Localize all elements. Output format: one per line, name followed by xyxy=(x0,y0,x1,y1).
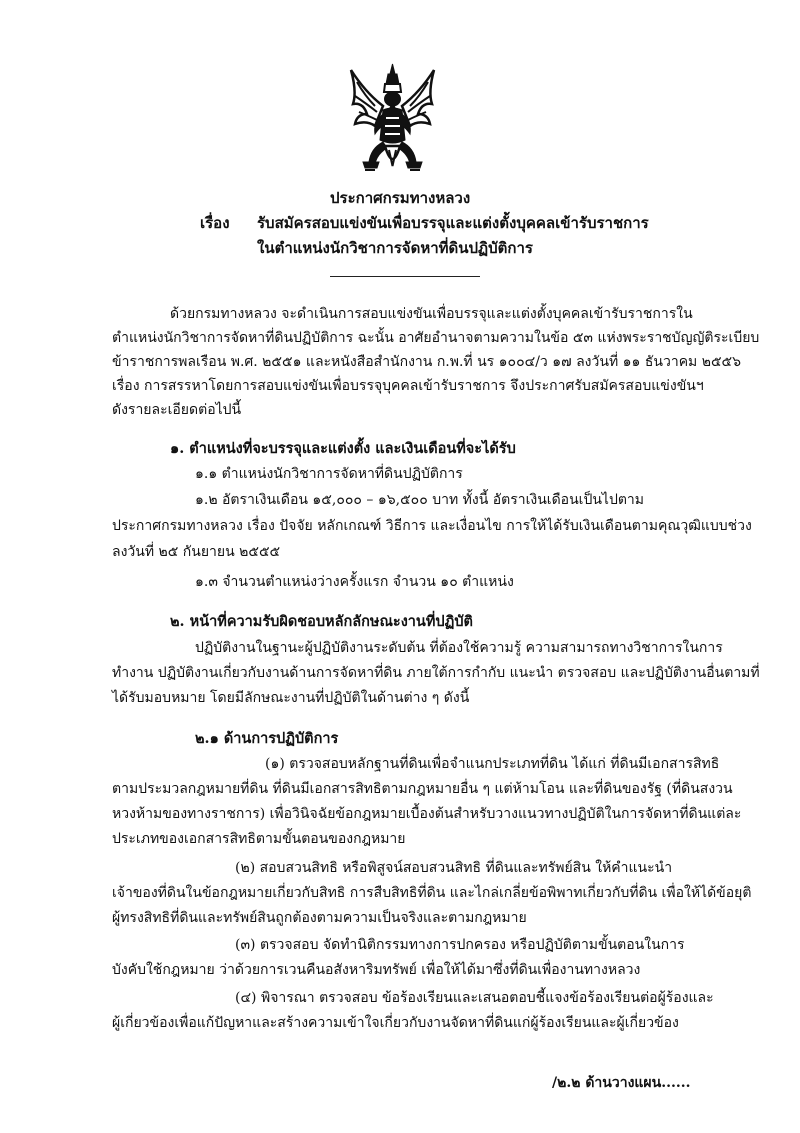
duty-item: ผู้ทรงสิทธิที่ดินและทรัพย์สินถูกต้องตามความเป็นจริงและตามกฎหมาย xyxy=(112,910,527,926)
intro-line: เรื่อง การสรรหาโดยการสอบแข่งขันเพื่อบรรจุบุคคลเข้ารับราชการ จึงประกาศรับสมัครสอบแข่งขันฯ xyxy=(112,378,704,394)
duty-item: ประเภทของเอกสารสิทธิตามขั้นตอนของกฎหมาย xyxy=(112,831,406,847)
intro-line: ตำแหน่งนักวิชาการจัดหาที่ดินปฏิบัติการ ฉะนั้น อาศัยอำนาจตามความในข้อ ๕๓ แห่งพระราชบัญญัติระเบียบ xyxy=(112,330,760,346)
section-2-body: ทำงาน ปฏิบัติงานเกี่ยวกับงานด้านการจัดหาที่ดิน ภายใต้การกำกับ แนะนำ ตรวจสอบ และปฏิบัติงานอื่นตามที่ xyxy=(112,665,760,681)
intro-line: ดังรายละเอียดต่อไปนี้ xyxy=(112,402,242,418)
intro-line: ด้วยกรมทางหลวง จะดำเนินการสอบแข่งขันเพื่อบรรจุและแต่งตั้งบุคคลเข้ารับราชการใน xyxy=(170,306,693,322)
section-2-body: ปฏิบัติงานในฐานะผู้ปฏิบัติงานระดับต้น ที่ต้องใช้ความรู้ ความสามารถทางวิชาการในการ xyxy=(195,640,723,656)
continuation-note: /๒.๒ ด้านวางแผน...... xyxy=(552,1075,691,1091)
subject-line-1: รับสมัครสอบแข่งขันเพื่อบรรจุและแต่งตั้งบุคคลเข้ารับราชการ xyxy=(257,214,649,232)
section-2-body: ได้รับมอบหมาย โดยมีลักษณะงานที่ปฏิบัติในด้านต่าง ๆ ดังนี้ xyxy=(112,690,470,706)
section-1-item: ๑.๒ อัตราเงินเดือน ๑๕,๐๐๐ – ๑๖,๕๐๐ บาท ทั้งนี้ อัตราเงินเดือนเป็นไปตาม xyxy=(195,492,645,508)
subject-line-2: ในตำแหน่งนักวิชาการจัดหาที่ดินปฏิบัติการ xyxy=(257,239,533,257)
duty-item: บังคับใช้กฎหมาย ว่าด้วยการเวนคืนอสังหาริมทรัพย์ เพื่อให้ได้มาซึ่งที่ดินเพื่องานทางหลวง xyxy=(112,962,641,978)
subject-label: เรื่อง xyxy=(200,214,230,232)
duty-item: (๓) ตรวจสอบ จัดทำนิติกรรมทางการปกครอง หรือปฏิบัติตามขั้นตอนในการ xyxy=(235,937,685,953)
duty-item: เจ้าของที่ดินในข้อกฎหมายเกี่ยวกับสิทธิ การสืบสิทธิที่ดิน และไกล่เกลี่ยข้อพิพาทเกี่ยวกับที่ดิน เพื่อให้ได้ข้อยุติ xyxy=(112,885,752,901)
section-2-heading: ๒. หน้าที่ความรับผิดชอบหลักลักษณะงานที่ปฏิบัติ xyxy=(170,613,473,630)
section-1-item: ๑.๓ จำนวนตำแหน่งว่างครั้งแรก จำนวน ๑๐ ตำแหน่ง xyxy=(195,574,514,590)
duty-item: (๑) ตรวจสอบหลักฐานที่ดินเพื่อจำแนกประเภทที่ดิน ได้แก่ ที่ดินมีเอกสารสิทธิ xyxy=(265,756,720,772)
announcement-title: ประกาศกรมทางหลวง xyxy=(330,189,471,207)
duty-item: (๒) สอบสวนสิทธิ หรือพิสูจน์สอบสวนสิทธิ ที่ดินและทรัพย์สิน ให้คำแนะนำ xyxy=(235,860,673,876)
duty-item: (๔) พิจารณา ตรวจสอบ ข้อร้องเรียนและเสนอตอบชี้แจงข้อร้องเรียนต่อผู้ร้องและ xyxy=(235,990,714,1006)
garuda-emblem-icon xyxy=(345,62,440,180)
section-1-item: ประกาศกรมทางหลวง เรื่อง ปัจจัย หลักเกณฑ์ วิธีการ และเงื่อนไข การให้ได้รับเงินเดือนตามคุณวุฒิแบบช่วง xyxy=(112,518,752,534)
section-1-item: ๑.๑ ตำแหน่งนักวิชาการจัดหาที่ดินปฏิบัติการ xyxy=(195,466,463,482)
intro-line: ข้าราชการพลเรือน พ.ศ. ๒๕๕๑ และหนังสือสำนักงาน ก.พ.ที่ นร ๑๐๐๔/ว ๑๗ ลงวันที่ ๑๑ ธันวาคม ๒๕๕๖ xyxy=(112,354,742,370)
section-2-1-heading: ๒.๑ ด้านการปฏิบัติการ xyxy=(195,730,339,747)
section-1-item: ลงวันที่ ๒๕ กันยายน ๒๕๕๕ xyxy=(112,544,281,560)
title-divider xyxy=(330,276,480,277)
section-1-heading: ๑. ตำแหน่งที่จะบรรจุและแต่งตั้ง และเงินเดือนที่จะได้รับ xyxy=(170,440,516,457)
duty-item: ตามประมวลกฎหมายที่ดิน ที่ดินมีเอกสารสิทธิตามกฎหมายอื่น ๆ แต่ห้ามโอน และที่ดินของรัฐ (ที่ดินสงวน xyxy=(112,781,733,797)
duty-item: ผู้เกี่ยวข้องเพื่อแก้ปัญหาและสร้างความเข้าใจเกี่ยวกับงานจัดหาที่ดินแก่ผู้ร้องเรียนและผู้เกี่ยวข้อง xyxy=(112,1015,679,1031)
duty-item: หวงห้ามของทางราชการ) เพื่อวินิจฉัยข้อกฎหมายเบื้องต้นสำหรับวางแนวทางปฏิบัติในการจัดหาที่ดินแต่ละ xyxy=(112,806,742,822)
